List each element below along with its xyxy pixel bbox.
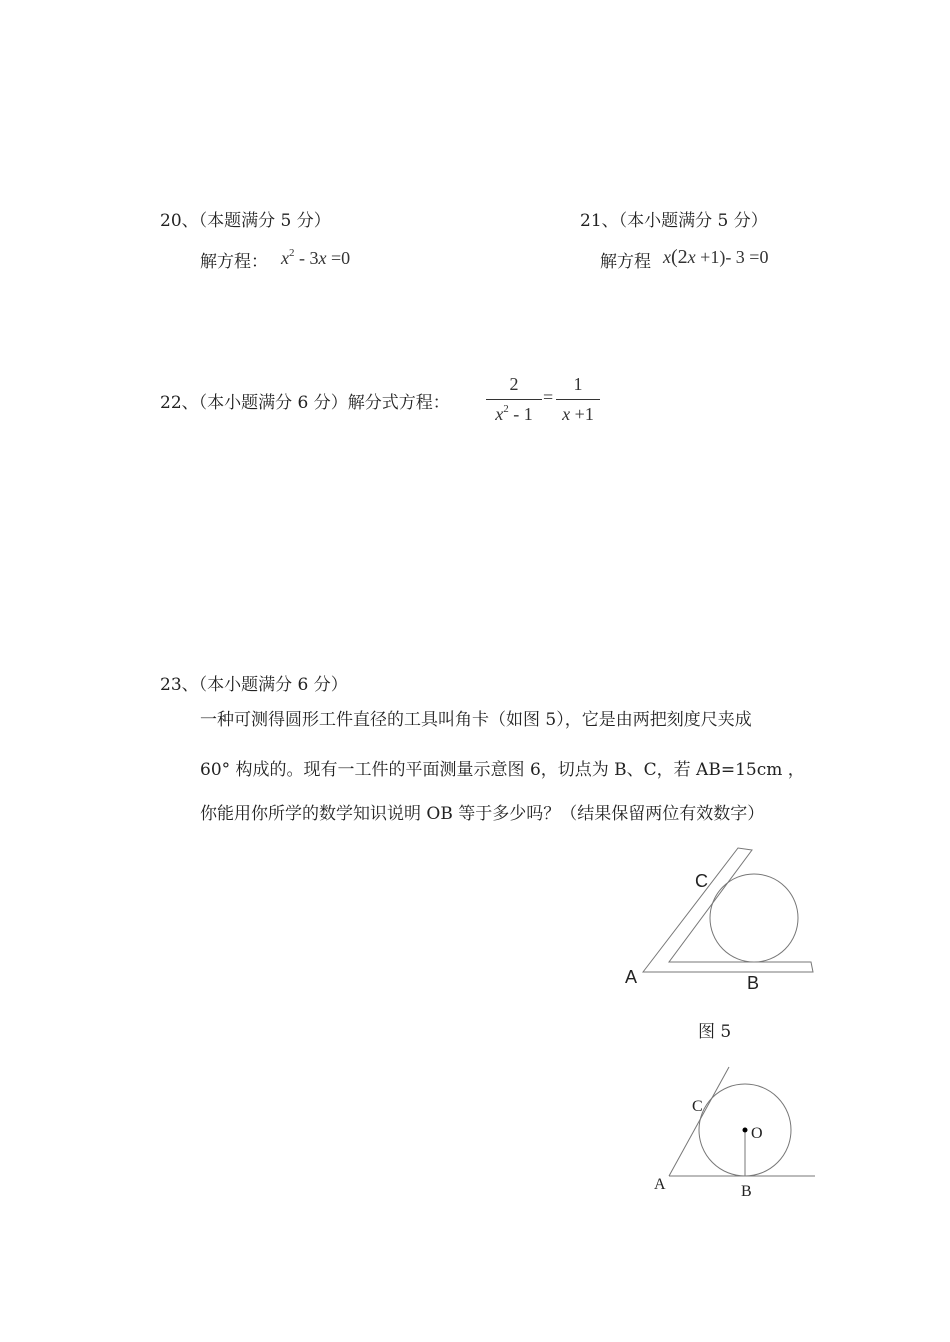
q22-frac1-den-rest: - 1 xyxy=(508,404,533,424)
q20-eq-x2: x xyxy=(318,248,327,268)
q21-eq-b: (2 xyxy=(671,246,688,268)
fig5-label-c: C xyxy=(695,871,708,891)
fig6-label-b: B xyxy=(741,1183,752,1200)
q22-frac1-den-exp: 2 xyxy=(503,403,509,415)
q23-line1: 一种可测得圆形工件直径的工具叫角卡（如图 5），它是由两把刻度尺夹成 xyxy=(200,710,752,730)
q22-frac2-den-rest: +1 xyxy=(570,404,594,424)
q20-title: 20、（本题满分 5 分） xyxy=(160,211,331,231)
q20-prompt: 解方程： xyxy=(200,252,268,272)
q22-frac2-numerator: 1 xyxy=(573,374,583,394)
q22-frac1-den-x: x xyxy=(495,404,504,424)
q21-eq-a: x xyxy=(663,247,671,267)
q21-title: 21、（本小题满分 5 分） xyxy=(580,211,768,231)
fig5-label-b: B xyxy=(747,973,760,993)
q22-frac1-numerator: 2 xyxy=(509,374,519,394)
q22-equals: = xyxy=(543,387,554,407)
fig6-label-o: O xyxy=(751,1125,763,1142)
q22-title: 22、（本小题满分 6 分）解分式方程： xyxy=(160,393,450,413)
fig6-label-a: A xyxy=(654,1176,666,1193)
q20-eq-end: =0 xyxy=(326,248,351,268)
q20-eq-x: x xyxy=(281,248,289,268)
q21-prompt: 解方程 xyxy=(600,252,651,272)
q21-eq-d: +1)- 3 =0 xyxy=(695,247,769,267)
fig6-label-c: C xyxy=(692,1098,703,1115)
fig6-center-point xyxy=(743,1128,748,1133)
q22-frac2-den-x: x xyxy=(562,404,571,424)
q23-line2: 60° 构成的。现有一工件的平面测量示意图 6，切点为 B、C，若 AB=15cm ， xyxy=(200,760,805,780)
fig5-label-a: A xyxy=(625,967,638,987)
q23-line3: 你能用你所学的数学知识说明 OB 等于多少吗？（结果保留两位有效数字） xyxy=(200,804,765,824)
q20-eq-rest: - 3 xyxy=(294,248,319,268)
fig6-ruler-line-ac xyxy=(669,1067,729,1176)
fig5-workpiece-circle xyxy=(710,874,798,962)
q20-eq-exp: 2 xyxy=(289,247,295,259)
q23-title: 23、（本小题满分 6 分） xyxy=(160,675,348,695)
fig5-caption: 图 5 xyxy=(698,1022,732,1042)
q21-eq-c: x xyxy=(687,247,696,267)
